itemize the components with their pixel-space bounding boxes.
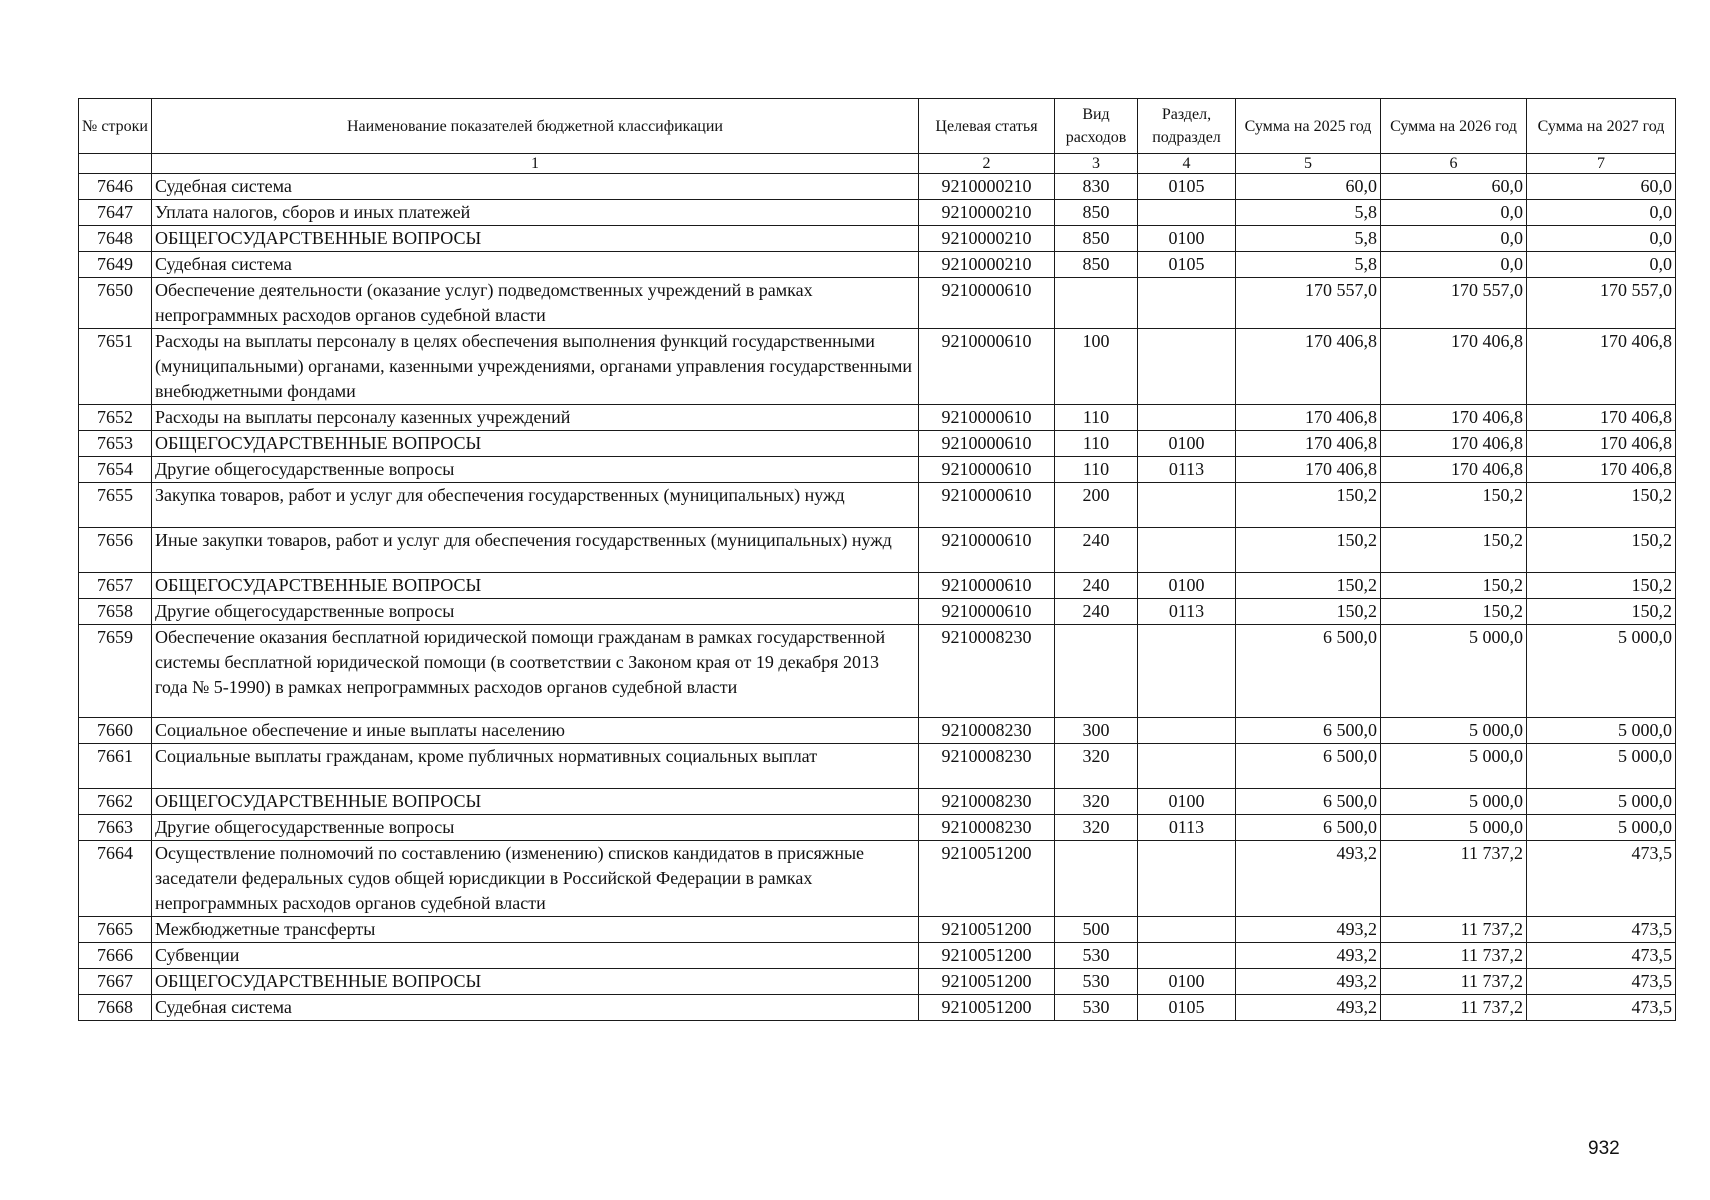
table-header-row: [79, 99, 1676, 154]
row-name: Закупка товаров, работ и услуг для обеспечения государственных (муниципальных) нужд: [152, 483, 919, 528]
row-number: 7663: [79, 815, 152, 841]
section-code: [1138, 405, 1236, 431]
table-row: [79, 174, 1676, 200]
sum-2026: 150,2: [1381, 483, 1527, 528]
row-name: ОБЩЕГОСУДАРСТВЕННЫЕ ВОПРОСЫ: [152, 226, 919, 252]
target-article: 9210000610: [919, 599, 1055, 625]
target-article: 9210008230: [919, 815, 1055, 841]
expense-kind: 240: [1055, 528, 1138, 573]
section-code: [1138, 200, 1236, 226]
table-row: [79, 744, 1676, 789]
table-row: [79, 278, 1676, 329]
expense-kind: 300: [1055, 718, 1138, 744]
section-code: [1138, 528, 1236, 573]
sum-2026: 150,2: [1381, 528, 1527, 573]
sum-2025: 493,2: [1236, 917, 1381, 943]
target-article: 9210000210: [919, 200, 1055, 226]
section-code: 0105: [1138, 252, 1236, 278]
row-number: 7668: [79, 995, 152, 1021]
table-row: [79, 969, 1676, 995]
column-index: 4: [1138, 154, 1236, 174]
row-name: Социальные выплаты гражданам, кроме публичных нормативных социальных выплат: [152, 744, 919, 789]
budget-table: [78, 98, 1676, 1021]
sum-2025: 6 500,0: [1236, 789, 1381, 815]
header-target-article: Целевая статья: [919, 99, 1055, 154]
expense-kind: [1055, 278, 1138, 329]
sum-2026: 170 406,8: [1381, 405, 1527, 431]
sum-2025: 60,0: [1236, 174, 1381, 200]
sum-2025: 150,2: [1236, 599, 1381, 625]
row-name: ОБЩЕГОСУДАРСТВЕННЫЕ ВОПРОСЫ: [152, 431, 919, 457]
table-row: [79, 226, 1676, 252]
table-row: [79, 917, 1676, 943]
column-index: 3: [1055, 154, 1138, 174]
sum-2025: 170 406,8: [1236, 329, 1381, 405]
sum-2025: 150,2: [1236, 483, 1381, 528]
section-code: [1138, 483, 1236, 528]
sum-2025: 170 406,8: [1236, 457, 1381, 483]
row-name: Обеспечение оказания бесплатной юридической помощи гражданам в рамках государственной системы бесплатной юридической помощи (в соответствии с Законом края от 19 декабря 2013 года № 5-1990) в рамках непрограммных расходов органов судебной власти: [152, 625, 919, 718]
sum-2025: 150,2: [1236, 573, 1381, 599]
sum-2025: 493,2: [1236, 995, 1381, 1021]
row-name: Межбюджетные трансферты: [152, 917, 919, 943]
expense-kind: 320: [1055, 815, 1138, 841]
table-row: [79, 625, 1676, 718]
sum-2026: 11 737,2: [1381, 969, 1527, 995]
sum-2025: 170 406,8: [1236, 405, 1381, 431]
row-number: 7658: [79, 599, 152, 625]
row-name: Осуществление полномочий по составлению (изменению) списков кандидатов в присяжные заседатели федеральных судов общей юрисдикции в Российской Федерации в рамках непрограммных расходов органов судебной власти: [152, 841, 919, 917]
row-name: Судебная система: [152, 995, 919, 1021]
sum-2025: 493,2: [1236, 969, 1381, 995]
sum-2027: 170 406,8: [1527, 457, 1676, 483]
section-code: [1138, 329, 1236, 405]
row-number: 7667: [79, 969, 152, 995]
sum-2027: 150,2: [1527, 528, 1676, 573]
sum-2026: 11 737,2: [1381, 943, 1527, 969]
sum-2026: 5 000,0: [1381, 744, 1527, 789]
column-index: 7: [1527, 154, 1676, 174]
target-article: 9210051200: [919, 969, 1055, 995]
sum-2026: 5 000,0: [1381, 625, 1527, 718]
table-row: [79, 405, 1676, 431]
header-name: Наименование показателей бюджетной классификации: [152, 99, 919, 154]
sum-2026: 0,0: [1381, 200, 1527, 226]
table-row: [79, 483, 1676, 528]
section-code: 0105: [1138, 995, 1236, 1021]
target-article: 9210051200: [919, 841, 1055, 917]
table-row: [79, 841, 1676, 917]
sum-2027: 473,5: [1527, 995, 1676, 1021]
expense-kind: 110: [1055, 405, 1138, 431]
row-name: Другие общегосударственные вопросы: [152, 457, 919, 483]
expense-kind: 530: [1055, 969, 1138, 995]
target-article: 9210000610: [919, 278, 1055, 329]
sum-2027: 5 000,0: [1527, 625, 1676, 718]
sum-2026: 170 557,0: [1381, 278, 1527, 329]
row-number: 7661: [79, 744, 152, 789]
table-body: [79, 174, 1676, 1021]
row-number: 7664: [79, 841, 152, 917]
header-sum-2027: Сумма на 2027 год: [1527, 99, 1676, 154]
target-article: 9210051200: [919, 917, 1055, 943]
expense-kind: 100: [1055, 329, 1138, 405]
table-row: [79, 718, 1676, 744]
section-code: 0100: [1138, 969, 1236, 995]
sum-2027: 0,0: [1527, 252, 1676, 278]
row-name: ОБЩЕГОСУДАРСТВЕННЫЕ ВОПРОСЫ: [152, 969, 919, 995]
sum-2025: 5,8: [1236, 226, 1381, 252]
section-code: 0113: [1138, 599, 1236, 625]
target-article: 9210008230: [919, 625, 1055, 718]
row-name: ОБЩЕГОСУДАРСТВЕННЫЕ ВОПРОСЫ: [152, 789, 919, 815]
expense-kind: 830: [1055, 174, 1138, 200]
row-number: 7665: [79, 917, 152, 943]
row-number: 7649: [79, 252, 152, 278]
sum-2026: 5 000,0: [1381, 789, 1527, 815]
sum-2027: 170 406,8: [1527, 405, 1676, 431]
table-row: [79, 599, 1676, 625]
target-article: 9210051200: [919, 995, 1055, 1021]
row-name: ОБЩЕГОСУДАРСТВЕННЫЕ ВОПРОСЫ: [152, 573, 919, 599]
expense-kind: 320: [1055, 789, 1138, 815]
sum-2026: 11 737,2: [1381, 917, 1527, 943]
table-row: [79, 815, 1676, 841]
sum-2025: 6 500,0: [1236, 815, 1381, 841]
sum-2027: 473,5: [1527, 943, 1676, 969]
row-number: 7662: [79, 789, 152, 815]
expense-kind: [1055, 625, 1138, 718]
section-code: 0113: [1138, 815, 1236, 841]
row-number: 7659: [79, 625, 152, 718]
row-number: 7656: [79, 528, 152, 573]
expense-kind: [1055, 841, 1138, 917]
target-article: 9210000210: [919, 174, 1055, 200]
section-code: 0113: [1138, 457, 1236, 483]
sum-2025: 170 406,8: [1236, 431, 1381, 457]
row-name: Социальное обеспечение и иные выплаты населению: [152, 718, 919, 744]
expense-kind: 240: [1055, 599, 1138, 625]
table-row: [79, 431, 1676, 457]
column-index: 5: [1236, 154, 1381, 174]
row-name: Судебная система: [152, 174, 919, 200]
row-number: 7650: [79, 278, 152, 329]
column-index: [79, 154, 152, 174]
section-code: [1138, 841, 1236, 917]
sum-2026: 170 406,8: [1381, 457, 1527, 483]
row-name: Другие общегосударственные вопросы: [152, 815, 919, 841]
section-code: 0100: [1138, 226, 1236, 252]
section-code: [1138, 278, 1236, 329]
sum-2027: 150,2: [1527, 599, 1676, 625]
row-name: Другие общегосударственные вопросы: [152, 599, 919, 625]
row-name: Уплата налогов, сборов и иных платежей: [152, 200, 919, 226]
sum-2026: 150,2: [1381, 599, 1527, 625]
sum-2025: 5,8: [1236, 200, 1381, 226]
row-number: 7655: [79, 483, 152, 528]
section-code: [1138, 744, 1236, 789]
target-article: 9210000610: [919, 483, 1055, 528]
expense-kind: 500: [1055, 917, 1138, 943]
table-row: [79, 200, 1676, 226]
table-row: [79, 457, 1676, 483]
target-article: 9210008230: [919, 789, 1055, 815]
sum-2027: 170 406,8: [1527, 431, 1676, 457]
sum-2025: 170 557,0: [1236, 278, 1381, 329]
row-number: 7653: [79, 431, 152, 457]
row-name: Обеспечение деятельности (оказание услуг) подведомственных учреждений в рамках непрограммных расходов органов судебной власти: [152, 278, 919, 329]
target-article: 9210008230: [919, 744, 1055, 789]
row-number: 7646: [79, 174, 152, 200]
row-number: 7652: [79, 405, 152, 431]
section-code: 0105: [1138, 174, 1236, 200]
sum-2027: 150,2: [1527, 573, 1676, 599]
table-row: [79, 789, 1676, 815]
sum-2027: 5 000,0: [1527, 718, 1676, 744]
sum-2027: 5 000,0: [1527, 789, 1676, 815]
sum-2027: 170 557,0: [1527, 278, 1676, 329]
target-article: 9210000210: [919, 252, 1055, 278]
expense-kind: 530: [1055, 995, 1138, 1021]
row-name: Судебная система: [152, 252, 919, 278]
row-name: Расходы на выплаты персоналу казенных учреждений: [152, 405, 919, 431]
sum-2026: 0,0: [1381, 226, 1527, 252]
row-name: Расходы на выплаты персоналу в целях обеспечения выполнения функций государственными (муниципальными) органами, казенными учреждениями, органами управления государственными внебюджетными фондами: [152, 329, 919, 405]
section-code: 0100: [1138, 789, 1236, 815]
column-index-row: [79, 154, 1676, 174]
section-code: 0100: [1138, 573, 1236, 599]
page-number: 932: [1588, 1138, 1620, 1159]
target-article: 9210000610: [919, 329, 1055, 405]
sum-2025: 5,8: [1236, 252, 1381, 278]
sum-2027: 473,5: [1527, 841, 1676, 917]
section-code: [1138, 718, 1236, 744]
header-sum-2026: Сумма на 2026 год: [1381, 99, 1527, 154]
expense-kind: 320: [1055, 744, 1138, 789]
column-index: 6: [1381, 154, 1527, 174]
target-article: 9210000610: [919, 528, 1055, 573]
section-code: [1138, 625, 1236, 718]
header-section: Раздел, подраздел: [1138, 99, 1236, 154]
section-code: 0100: [1138, 431, 1236, 457]
sum-2027: 473,5: [1527, 917, 1676, 943]
row-number: 7647: [79, 200, 152, 226]
sum-2025: 493,2: [1236, 841, 1381, 917]
table-row: [79, 943, 1676, 969]
row-number: 7651: [79, 329, 152, 405]
target-article: 9210000610: [919, 431, 1055, 457]
header-row-number: № строки: [79, 99, 152, 154]
row-number: 7657: [79, 573, 152, 599]
row-number: 7666: [79, 943, 152, 969]
section-code: [1138, 917, 1236, 943]
sum-2026: 150,2: [1381, 573, 1527, 599]
expense-kind: 850: [1055, 200, 1138, 226]
target-article: 9210051200: [919, 943, 1055, 969]
section-code: [1138, 943, 1236, 969]
expense-kind: 110: [1055, 457, 1138, 483]
expense-kind: 530: [1055, 943, 1138, 969]
sum-2025: 150,2: [1236, 528, 1381, 573]
expense-kind: 200: [1055, 483, 1138, 528]
sum-2027: 170 406,8: [1527, 329, 1676, 405]
sum-2025: 6 500,0: [1236, 744, 1381, 789]
column-index: 2: [919, 154, 1055, 174]
target-article: 9210000210: [919, 226, 1055, 252]
row-number: 7648: [79, 226, 152, 252]
sum-2026: 5 000,0: [1381, 815, 1527, 841]
sum-2025: 493,2: [1236, 943, 1381, 969]
sum-2025: 6 500,0: [1236, 625, 1381, 718]
sum-2026: 170 406,8: [1381, 329, 1527, 405]
target-article: 9210000610: [919, 573, 1055, 599]
table-row: [79, 329, 1676, 405]
expense-kind: 240: [1055, 573, 1138, 599]
sum-2026: 5 000,0: [1381, 718, 1527, 744]
table-row: [79, 995, 1676, 1021]
sum-2026: 170 406,8: [1381, 431, 1527, 457]
row-name: Иные закупки товаров, работ и услуг для обеспечения государственных (муниципальных) нужд: [152, 528, 919, 573]
target-article: 9210000610: [919, 457, 1055, 483]
sum-2027: 473,5: [1527, 969, 1676, 995]
sum-2027: 0,0: [1527, 226, 1676, 252]
sum-2026: 11 737,2: [1381, 841, 1527, 917]
sum-2027: 0,0: [1527, 200, 1676, 226]
expense-kind: 110: [1055, 431, 1138, 457]
sum-2025: 6 500,0: [1236, 718, 1381, 744]
column-index: 1: [152, 154, 919, 174]
sum-2026: 0,0: [1381, 252, 1527, 278]
table-row: [79, 528, 1676, 573]
target-article: 9210000610: [919, 405, 1055, 431]
row-number: 7654: [79, 457, 152, 483]
header-expense-kind: Вид расходов: [1055, 99, 1138, 154]
target-article: 9210008230: [919, 718, 1055, 744]
table-row: [79, 573, 1676, 599]
sum-2027: 150,2: [1527, 483, 1676, 528]
row-name: Субвенции: [152, 943, 919, 969]
expense-kind: 850: [1055, 226, 1138, 252]
sum-2026: 11 737,2: [1381, 995, 1527, 1021]
table-row: [79, 252, 1676, 278]
sum-2027: 5 000,0: [1527, 815, 1676, 841]
row-number: 7660: [79, 718, 152, 744]
sum-2026: 60,0: [1381, 174, 1527, 200]
sum-2027: 60,0: [1527, 174, 1676, 200]
sum-2027: 5 000,0: [1527, 744, 1676, 789]
header-sum-2025: Сумма на 2025 год: [1236, 99, 1381, 154]
expense-kind: 850: [1055, 252, 1138, 278]
